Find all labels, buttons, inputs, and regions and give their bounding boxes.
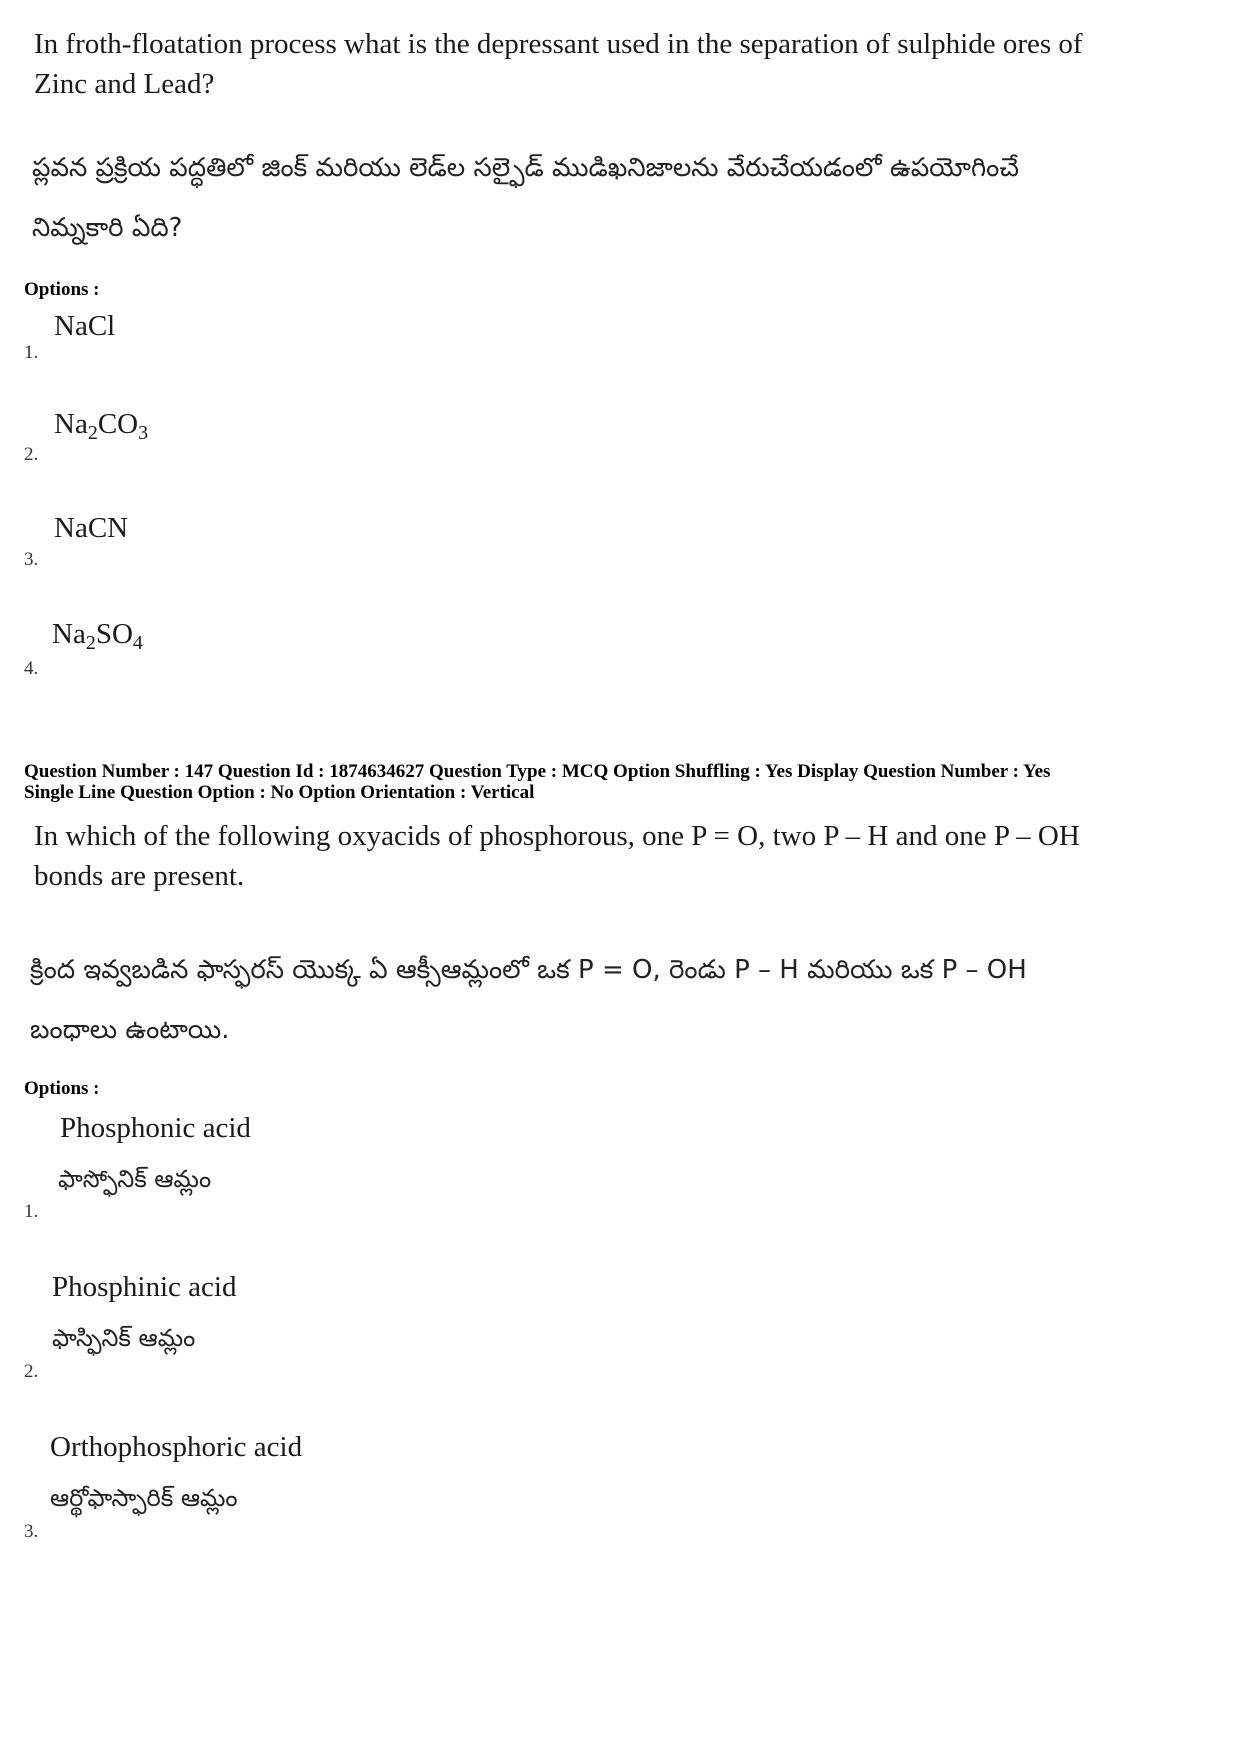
- question-2-option-1-telugu[interactable]: ఫాస్ఫోనిక్ ఆమ్లం: [58, 1165, 212, 1193]
- question-2-options-label: Options :: [24, 1078, 100, 1099]
- question-2-option-2-number: 2.: [24, 1361, 39, 1382]
- question-2-option-1-number: 1.: [24, 1201, 39, 1222]
- question-1-option-3-number: 3.: [24, 549, 39, 570]
- question-1-text-telugu: ప్లవన ప్రక్రియ పద్ధతిలో జింక్ మరియు లెడ్‌ల సల్ఫైడ్ ముడిఖనిజాలను వేరుచేయడంలో ఉపయోగించే నిమ్నకారి ఏది?: [32, 153, 1020, 243]
- formula-subscript: 2: [85, 632, 96, 654]
- question-1-option-1-number: 1.: [24, 342, 39, 363]
- question-2-text-english: In which of the following oxyacids of phosphorous, one P = O, two P – H and one P – OH bonds are present.: [34, 820, 1080, 892]
- formula-subscript: 3: [138, 422, 149, 444]
- question-2-option-1-english[interactable]: Phosphonic acid: [60, 1112, 251, 1144]
- question-1-option-4-number: 4.: [24, 658, 39, 679]
- formula-subscript: 2: [87, 422, 98, 444]
- question-1-option-4-formula[interactable]: [52, 618, 143, 654]
- formula-part: Na: [54, 408, 88, 440]
- question-1-option-2-formula[interactable]: [54, 408, 149, 444]
- question-1-options-label: Options :: [24, 279, 100, 300]
- formula-part: CO: [97, 408, 139, 440]
- question-2-option-2-telugu[interactable]: ఫాస్ఫినిక్ ఆమ్లం: [52, 1324, 196, 1352]
- question-2-option-3-number: 3.: [24, 1521, 39, 1542]
- question-2-option-3-english[interactable]: Orthophosphoric acid: [50, 1431, 303, 1463]
- question-2-option-2-english[interactable]: Phosphinic acid: [52, 1271, 237, 1303]
- question-2-meta-line-2: Single Line Question Option : No Option Orientation : Vertical: [24, 782, 535, 803]
- question-2-option-3-telugu[interactable]: ఆర్థోఫాస్ఫారిక్ ఆమ్లం: [50, 1484, 238, 1512]
- question-1-text-english: In froth-floatation process what is the depressant used in the separation of sulphide ores of Zinc and Lead?: [34, 28, 1083, 100]
- question-1-option-3-formula[interactable]: NaCN: [54, 512, 129, 544]
- question-2-meta-line-1: Question Number : 147 Question Id : 1874634627 Question Type : MCQ Option Shuffling : Yes Display Question Number : Yes: [24, 761, 1051, 782]
- formula-subscript: 4: [132, 632, 143, 654]
- formula-part: SO: [95, 618, 133, 650]
- question-1-option-1-formula[interactable]: NaCl: [54, 310, 116, 342]
- question-2-text-telugu: క్రింద ఇవ్వబడిన ఫాస్ఫరస్ యొక్క ఏ ఆక్సీఆమ్లంలో ఒక P = O, రెండు P – H మరియు ఒక P – OH బంధాలు ఉంటాయి.: [30, 955, 1027, 1045]
- question-1-option-2-number: 2.: [24, 444, 39, 465]
- formula-part: Na: [52, 618, 86, 650]
